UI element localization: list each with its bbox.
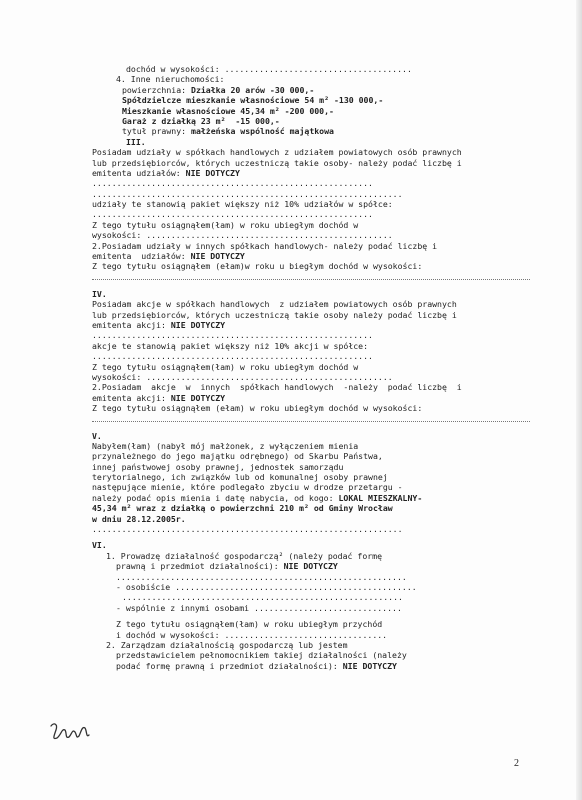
scan-edge-shadow [576,0,582,800]
text-line: Spółdzielcze mieszkanie własnościowe 54 m² -130 000,- [122,95,384,106]
text-span: tytuł prawny: [122,126,192,137]
text-line [92,561,530,571]
bold-value: NIE DOTYCZY [170,319,226,330]
text-span: podać formę prawną i przedmiot działalności): [116,660,343,671]
text-line: przedstawicielem pełnomocnikiem takiej działalności (należy [116,650,407,661]
text-line: 4. Inne nieruchomości: [116,74,225,85]
text-line: - osobiście ................................................. [116,581,417,592]
dotted-line: ......................................................... [122,592,403,603]
dotted-line: ......................................................... [92,330,373,341]
dotted-line: ............................................................... [92,188,403,199]
section-heading-v: V. [92,430,102,441]
text-line: terytorialnego, ich związków lub od komunalnej osoby prawnej [92,472,388,483]
text-line [92,493,530,503]
text-line [92,320,530,330]
bold-value: NIE DOTYCZY [283,561,338,572]
text-span: emitenta udziałów: [92,251,191,262]
text-line: 2. Zarządzam działalnością gospodarczą lub jestem [106,639,348,650]
text-line: 45,34 m² wraz z działką o powierzchni 210 m² od Gminy Wrocław [92,503,393,514]
text-line: Nabyłem(łam) (nabył mój małżonek, z wyłączeniem mienia [92,440,359,451]
text-line: akcje te stanowią pakiet większy niż 10% akcji w spółce: [92,340,369,351]
text-line [92,126,530,136]
separator-line [92,272,530,280]
dotted-line: ......................................................... [92,178,373,189]
section-heading-vi: VI. [92,540,107,551]
section-heading-iii: III. [126,136,146,147]
text-line: Posiadam akcje w spółkach handlowych z udziałem powiatowych osób prawnych [92,299,457,310]
text-line: 1. Prowadzę działalność gospodarczą² (należy podać formę [106,550,383,561]
text-line: i dochód w wysokości: ................................. [116,629,388,640]
text-line: w dniu 28.12.2005r. [92,513,186,524]
text-line: wysokości: .................................................. [92,230,393,241]
section-heading-iv: IV. [92,288,107,299]
text-line: wysokości: .................................................. [92,371,393,382]
bold-value: NIE DOTYCZY [170,392,226,403]
dotted-line: ......................................................... [92,209,373,220]
dotted-line: ......................................................... [92,351,373,362]
text-line: - wspólnie z innymi osobami .............................. [116,602,402,613]
text-line: Z tego tytułu osiągnąłem (ełam)w roku u biegłym dochód w wysokości: [92,261,423,272]
text-line [92,661,530,671]
text-line: przynależnego do jego majątku odrębnego) od Skarbu Państwa, [92,451,383,462]
text-span: emitenta udziałów: [92,167,186,178]
bold-value: LOKAL MIESZKALNY- [338,492,423,503]
text-span: powierzchnia: [122,84,192,95]
text-line [92,251,530,261]
text-line: udziały te stanowią pakiet większy niż 10% udziałów w spółce: [92,199,393,210]
text-line [92,168,530,178]
text-line: innej państwowej osoby prawnej, jednostek samorządu [92,461,344,472]
text-line: Z tego tytułu osiągnąłem(łam) w roku ubiegłym dochód w [92,219,359,230]
declaration-body [92,64,530,671]
text-line: 2.Posiadam akcje w innych spółkach handlowych -należy podać liczbę i [92,382,462,393]
bold-value: Działka 20 arów -30 000,- [191,84,315,95]
text-span: emitenta akcji: [92,392,171,403]
text-line: następujące mienie, które podlegało zbyciu w drodze przetargu - [92,482,403,493]
text-line: lub przedsiębiorców, których uczestniczą takie osoby- należy podać liczbę i [92,157,462,168]
text-line: lub przedsiębiorców, których uczestniczą takie osoby należy podać liczbę i [92,309,457,320]
text-span: emitenta akcji: [92,319,171,330]
text-line [92,393,530,403]
bold-value: NIE DOTYCZY [185,167,240,178]
dotted-line: ............................................................... [92,524,403,535]
text-line: Posiadam udziały w spółkach handlowych z udziałem powiatowych osób prawnych [92,147,462,158]
text-line: Z tego tytułu osiągnąłem(łam) w roku ubiegłym przychód [116,619,383,630]
bold-value: małżeńska wspólność majątkowa [191,126,334,137]
dotted-line: ........................................................... [116,571,407,582]
bold-value: NIE DOTYCZY [342,660,397,671]
text-line: Garaż z działką 23 m² -15 000,- [122,115,280,126]
bold-value: NIE DOTYCZY [190,251,245,262]
separator-line [92,414,530,422]
text-line: Z tego tytułu osiągnąłem (ełam) w roku ubiegłym dochód w wysokości: [92,403,423,414]
text-line: dochód w wysokości: ...................................... [126,64,412,74]
text-line: Z tego tytułu osiągnąłem(łam) w roku ubiegłym dochód w [92,361,359,372]
text-line [92,85,530,95]
page-number: 2 [514,758,519,769]
text-line: 2.Posiadam udziały w innych spółkach handlowych- należy podać liczbę i [92,240,438,251]
text-span: prawną i przedmiot działalności): [116,561,284,572]
text-span: należy podać opis mienia i datę nabycia, od kogo: [92,492,339,503]
handwritten-signature [48,720,96,744]
text-line: Mieszkanie własnościowe 45,34 m² -200 000,- [122,105,334,116]
